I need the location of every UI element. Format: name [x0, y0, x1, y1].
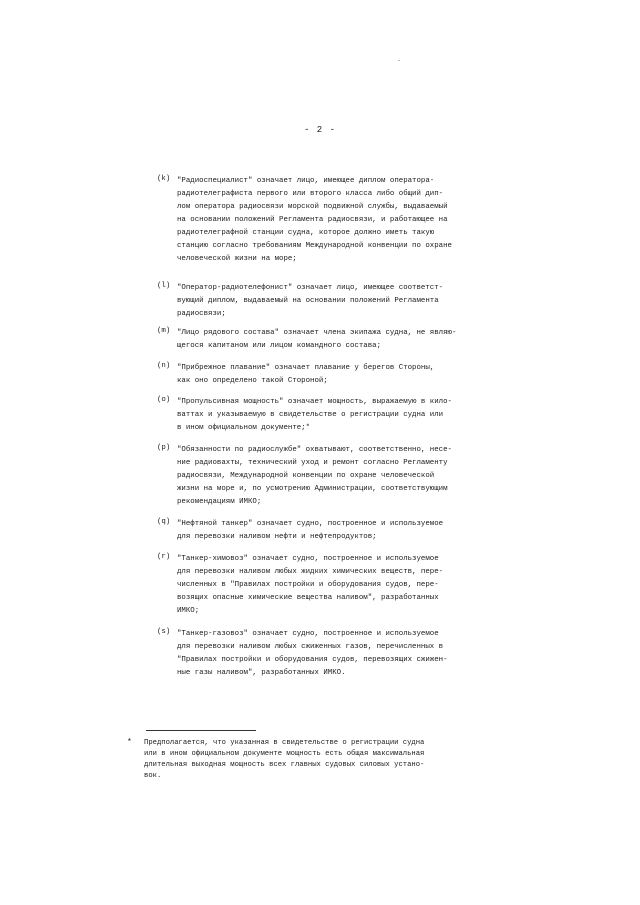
definition-n: [157, 362, 497, 388]
definition-l: [157, 282, 497, 321]
definition-letter: (s): [157, 628, 171, 636]
footnote-divider: [146, 730, 256, 731]
definition-text: "Лицо рядового состава" означает члена экипажа судна, не являю- щегося капитаном или лицом командного состава;: [177, 329, 457, 350]
definition-letter: (r): [157, 553, 171, 561]
page-number: - 2 -: [303, 125, 336, 135]
scan-speck: [398, 60, 400, 61]
definition-m: [157, 327, 497, 353]
definition-letter: (l): [157, 282, 171, 290]
definition-text: "Прибрежное плавание" означает плавание у берегов Стороны, как оно определено такой Стороной;: [177, 364, 435, 385]
definition-text: "Радиоспециалист" означает лицо, имеющее диплом оператора- радиотелеграфиста первого или второго класса либо общий дип- лом оператора радиосвязи морской подвижной службы, выдаваемый на основании положений Регламента радиосвязи, и работающее на радиотелеграфной станции судна, которое должно иметь такую станцию согласно требованиям Международной конвенции по охране человеческой жизни на море;: [177, 177, 452, 263]
definition-text: "Нефтяной танкер" означает судно, построенное и используемое для перевозки наливом нефти и нефтепродуктов;: [177, 520, 444, 541]
definition-text: "Танкер-газовоз" означает судно, построенное и используемое для перевозки наливом любых сжиженных газов, перечисленных в "Правилах постройки и оборудования судов, перевозящих сжижен- ные газы наливом", разработанных ИМКО.: [177, 630, 448, 677]
definition-text: "Танкер-химовоз" означает судно, построенное и используемое для перевозки наливом любых жидких химических веществ, пере- численных в "Правилах постройки и оборудования судов, пере- возящих опасные химические вещества наливом", разработанных ИМКО;: [177, 555, 444, 615]
definition-o: [157, 396, 497, 435]
definition-letter: (p): [157, 444, 171, 452]
definition-text: "Оператор-радиотелефонист" означает лицо, имеющее соответст- вующий диплом, выдаваемый на основании положений Регламента радиосвязи;: [177, 284, 444, 318]
definition-k: [157, 175, 497, 266]
definition-letter: (k): [157, 175, 171, 183]
definition-p: [157, 444, 497, 509]
definition-text: "Пропульсивная мощность" означает мощность, выражаемую в кило- ваттах и указываемую в свидетельстве о регистрации судна или в ином официальном документе;*: [177, 398, 452, 432]
footnote-text: Предполагается, что указанная в свидетельстве о регистрации судна или в ином официальном документе мощность есть общая максимальная длительная выходная мощность всех главных судовых силовых устано- вок.: [144, 739, 425, 780]
definition-q: [157, 518, 497, 544]
definition-letter: (o): [157, 396, 171, 404]
definition-text: "Обязанности по радиослужбе" охватывают, соответственно, несе- ние радиовахты, технический уход и ремонт согласно Регламенту радиосвязи, Международной конвенции по охране человеческой жизни на море и, по усмотрению Администрации, соответствующим рекомендациям ИМКО;: [177, 446, 452, 506]
definition-letter: (m): [157, 327, 171, 335]
definition-letter: (q): [157, 518, 171, 526]
definition-r: [157, 553, 497, 618]
definition-s: [157, 628, 497, 680]
footnote: [127, 738, 527, 782]
definition-letter: (n): [157, 362, 171, 370]
footnote-mark: *: [127, 738, 132, 747]
